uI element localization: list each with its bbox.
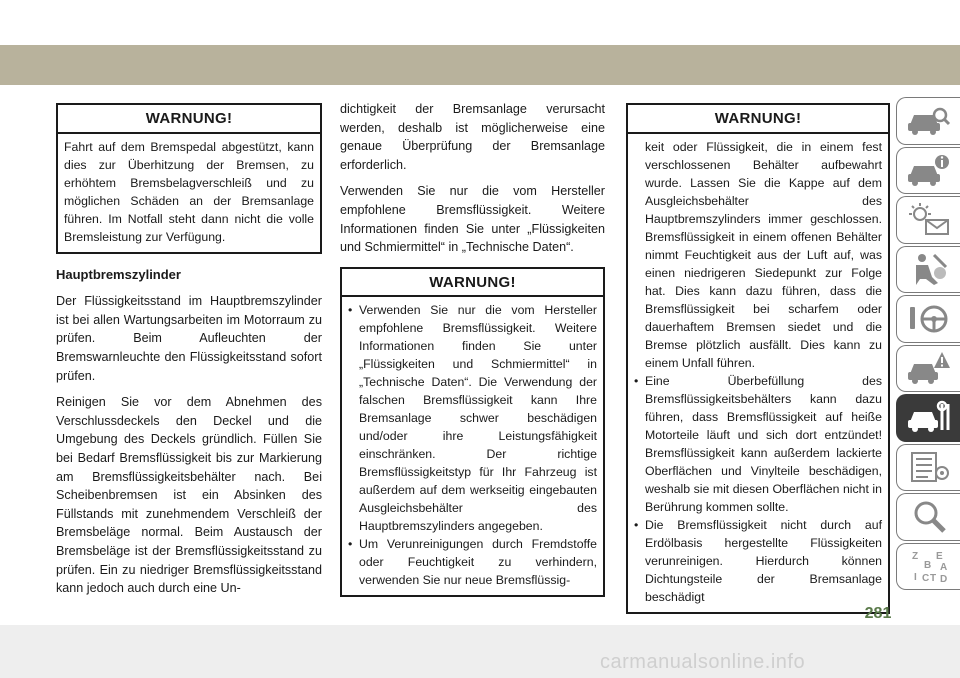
warning-continuation: keit oder Flüssigkeit, die in einem fest verschlossenen Behälter aufbewahrt wurde. Lassen Sie die Kappe auf dem Ausgleichsbehälter des Hauptbremszylinders immer geschlossen. Bremsflüssigkeit in einem offenen Behälter nimmt Feuchtigkeit aus der Luft auf, was einen niedrigeren Siedepunkt zur Folge hat. Dies kann dazu führen, dass die Bremsflüssigkeit bei scharfem oder dauerhaftem Bremsen siedet und die Bremse plötzlich ausfällt. Dies kann zu einem Unfall führen. bbox=[645, 139, 882, 370]
tab-index[interactable] bbox=[896, 543, 960, 591]
car-warning-icon bbox=[906, 350, 952, 386]
index-letter: T bbox=[929, 573, 936, 585]
tab-specs[interactable] bbox=[896, 444, 960, 492]
tab-steering-wheel[interactable] bbox=[896, 295, 960, 343]
car-wrench-icon bbox=[906, 400, 952, 436]
paragraph: dichtigkeit der Bremsanlage verursacht werden, deshalb ist möglicherweise eine genaue Überprüfung der Bremsanlage erforderlich. bbox=[340, 102, 605, 172]
tab-airbag[interactable] bbox=[896, 246, 960, 294]
tab-car-warning[interactable] bbox=[896, 345, 960, 393]
tab-service[interactable] bbox=[896, 394, 960, 442]
warning-list-item: • Die Bremsflüssigkeit nicht durch auf Erdölbasis hergestellte Flüssigkeiten verunreinigen. Hierdurch können Dichtungsteile der Bremsanlage beschädigt bbox=[634, 516, 882, 606]
warning-list-item: • Um Verunreinigungen durch Fremdstoffe oder Feuchtigkeit zu verhindern, verwenden Sie nur neue Bremsflüssig- bbox=[348, 535, 597, 589]
footer-band bbox=[0, 625, 960, 678]
chapter-tabs bbox=[896, 97, 960, 592]
specs-list-icon bbox=[906, 449, 952, 485]
index-letter: I bbox=[913, 572, 917, 584]
tab-warning-lights[interactable] bbox=[896, 196, 960, 244]
tab-car-search[interactable] bbox=[896, 97, 960, 145]
warning-list bbox=[342, 297, 603, 595]
warning-list bbox=[628, 134, 888, 612]
column-2 bbox=[340, 100, 605, 597]
warning-title: WARNUNG! bbox=[342, 269, 603, 298]
warning-box-3 bbox=[626, 103, 890, 614]
warning-text: Fahrt auf dem Bremspedal abgestützt, kann dies zur Überhitzung der Bremsen, zu erhöhtem Bremsbelagverschleiß und zu möglichen Schäden an der Bremsanlage führen. Im Notfall steht dann nicht die volle Bremsleistung zur Verfügung. bbox=[64, 139, 314, 244]
warning-box-2 bbox=[340, 267, 605, 598]
airbag-icon bbox=[906, 251, 952, 287]
index-letters-icon bbox=[906, 548, 952, 584]
tab-car-info[interactable] bbox=[896, 147, 960, 195]
index-letter: E bbox=[935, 551, 943, 563]
warning-title: WARNUNG! bbox=[58, 105, 320, 134]
column-1 bbox=[56, 103, 322, 606]
paragraph: Der Flüssigkeitsstand im Hauptbremszylinder ist bei allen Wartungsarbeiten im Motorraum zu prüfen. Beim Aufleuchten der Bremswarnleuchte den Flüssigkeitsstand sofort prüfen. bbox=[56, 294, 322, 383]
page-number: 281 bbox=[864, 605, 892, 622]
tab-search[interactable] bbox=[896, 493, 960, 541]
section-heading: Hauptbremszylinder bbox=[56, 266, 181, 282]
column-3 bbox=[626, 103, 890, 614]
watermark: carmanualsonline.info bbox=[600, 651, 806, 673]
paragraph: Reinigen Sie vor dem Abnehmen des Verschlussdeckels den Deckel und die Umgebung des Deckels gründlich. Füllen Sie bei Bedarf Bremsflüssigkeit bis zur Markierung am Bremsflüssigkeitsbehälter nach. Bei Scheibenbremsen ist ein Absinken des Füllstands mit zunehmendem Verschleiß der Bremsbeläge normal. Beim Austausch der Bremsbeläge ist der Bremsflüssigkeitsstand zu prüfen. Ein zu niedriger Bremsflüssigkeitsstand kann jedoch auch durch eine Un- bbox=[56, 395, 322, 596]
index-letter: B bbox=[923, 560, 931, 572]
warning-list-item: • Verwenden Sie nur die vom Hersteller empfohlene Bremsflüssigkeit. Weitere Informationen finden Sie unter „Flüssigkeiten und Schmiermittel“ in „Technische Daten“. Die Verwendung der falschen Bremsflüssigkeit kann Ihre Bremsanlage schwer beschädigen und/oder ihre Leistungsfähigkeit einschränken. Der richtige Bremsflüssigkeitstyp für Ihr Fahrzeug ist außerdem auf dem werkseitig eingebauten Ausgleichsbehälter des Hauptbremszylinders angegeben. bbox=[348, 301, 597, 535]
index-letter: D bbox=[939, 574, 947, 585]
warning-title: WARNUNG! bbox=[628, 105, 888, 134]
warning-lights-icon bbox=[906, 202, 952, 238]
index-letter: Z bbox=[911, 551, 918, 563]
steering-wheel-icon bbox=[906, 301, 952, 337]
warning-box-1 bbox=[56, 103, 322, 254]
car-info-icon bbox=[906, 152, 952, 188]
search-icon bbox=[906, 499, 952, 535]
index-letter: C bbox=[921, 573, 929, 585]
warning-list-item: • Eine Überbefüllung des Bremsflüssigkeitsbehälters kann dazu führen, dass Bremsflüssigkeit auf heiße Motorteile läuft und sich dort entzündet! Bremsflüssigkeit kann außerdem lackierte Oberflächen und Vinylteile beschädigen, weshalb sie mit diesen Oberflächen nicht in Berührung kommen sollte. bbox=[634, 372, 882, 516]
car-search-icon bbox=[906, 103, 952, 139]
index-letter: A bbox=[939, 562, 947, 574]
paragraph: Verwenden Sie nur die vom Hersteller empfohlene Bremsflüssigkeit. Weitere Informationen finden Sie unter „Flüssigkeiten und Schmiermittel“ in „Technische Daten“. bbox=[340, 184, 605, 255]
header-band bbox=[0, 45, 960, 85]
